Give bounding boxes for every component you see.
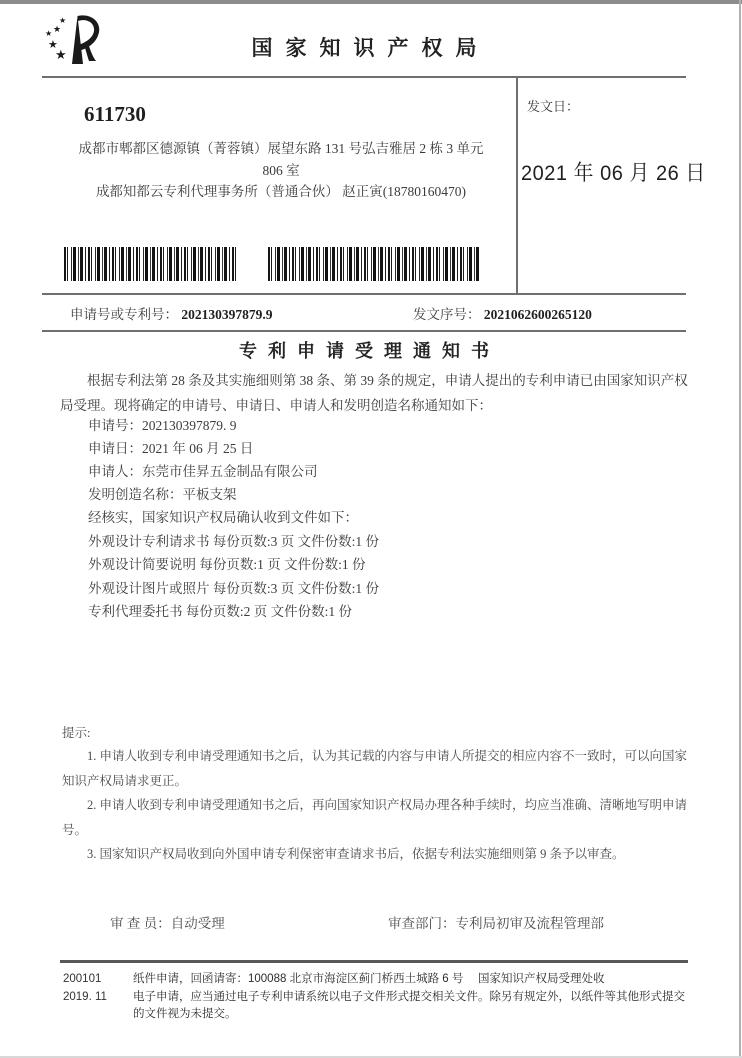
examiner-label: 审 查 员：: [110, 916, 171, 931]
barcode-icon: [64, 247, 236, 281]
tips-section: [62, 722, 694, 867]
dispatch-date-label: 发文日：: [527, 99, 580, 114]
tip-item: 2. 申请人收到专利申请受理通知书之后，再向国家知识产权局办理各种手续时，均应当准确、清晰地写明申请号。: [62, 798, 688, 837]
field-row: [88, 437, 318, 460]
examiner-row: [110, 912, 225, 932]
dispatch-date-value: 2021 年 06 月 26 日: [521, 161, 706, 186]
field-value: 202130397879. 9: [142, 418, 237, 433]
dispatch-box-divider: [516, 76, 518, 295]
recipient-address: [58, 138, 504, 203]
application-number-label: 申请号或专利号：: [70, 307, 178, 322]
footer-notes: [63, 971, 695, 1024]
received-intro: 经核实，国家知识产权局确认收到文件如下：: [88, 510, 358, 525]
application-number-row: [70, 303, 273, 323]
agent-line: 成都知都云专利代理事务所（普通合伙） 赵正寅(18780160470): [95, 184, 467, 199]
field-value: 平板支架: [182, 487, 237, 502]
scan-edge-top: [0, 0, 742, 4]
serial-number-value: 2021062600265120: [483, 307, 592, 322]
tip-item: 1. 申请人收到专利申请受理通知书之后，认为其记载的内容与申请人所提交的相应内容不一致时，可以向国家知识产权局请求更正。: [62, 749, 688, 788]
application-fields: [88, 414, 318, 506]
footer-note-text: 纸件申请，回函请寄：100088 北京市海淀区蓟门桥西土城路 6 号 国家知识产权局受理处收: [133, 973, 605, 985]
footer-rule: [60, 960, 688, 963]
meta-rule-top: [42, 293, 686, 295]
scan-edge-right: [739, 0, 741, 1058]
meta-rule-bottom: [42, 330, 686, 332]
notice-intro: 根据专利法第 28 条及其实施细则第 38 条、第 39 条的规定，申请人提出的专利申请已由国家知识产权局受理。现将确定的申请号、申请日、申请人和发明创造名称通知如下：: [60, 373, 688, 413]
field-row: [88, 483, 318, 506]
received-documents: [88, 506, 379, 624]
tip-item: 3. 国家知识产权局收到向外国申请专利保密审查请求书后，依据专利法实施细则第 9 条予以审查。: [87, 847, 625, 861]
header-rule: [42, 76, 686, 78]
serial-number-label: 发文序号：: [413, 307, 481, 322]
field-label: 申请人：: [88, 464, 142, 479]
star-icon: ★: [59, 16, 67, 25]
department-value: 专利局初审及流程管理部: [455, 916, 604, 931]
field-label: 申请号：: [88, 418, 142, 433]
received-document-row: 外观设计专利请求书 每份页数:3 页 文件份数:1 份: [88, 533, 380, 549]
star-icon: ★: [48, 38, 58, 51]
serial-number-row: [413, 303, 592, 323]
footer-form-code: 2019. 11: [63, 990, 107, 1003]
field-label: 申请日：: [88, 441, 142, 456]
footer-note-text: 电子申请，应当通过电子专利申请系统以电子文件形式提交相关文件。除另有规定外，以纸件等其他形式提交的文件视为未提交。: [133, 990, 685, 1020]
field-row: [88, 460, 318, 483]
barcode-icon: [268, 247, 480, 281]
application-number-value: 202130397879.9: [181, 307, 273, 322]
department-row: [388, 912, 604, 932]
star-icon: ★: [45, 29, 53, 38]
examiner-value: 自动受理: [170, 916, 225, 931]
field-label: 发明创造名称：: [88, 487, 183, 502]
star-icon: ★: [55, 48, 67, 63]
received-document-row: 专利代理委托书 每份页数:2 页 文件份数:1 份: [88, 604, 353, 619]
field-value: 东莞市佳昇五金制品有限公司: [142, 464, 318, 479]
field-value: 2021 年 06 月 25 日: [142, 441, 254, 456]
agency-title: 国家知识产权局: [251, 36, 490, 60]
footer-form-code: 200101: [63, 973, 102, 985]
tips-heading: 提示:: [62, 726, 91, 740]
postal-code: 611730: [84, 102, 146, 126]
star-icon: ★: [53, 25, 62, 35]
notice-title: 专利申请受理通知书: [239, 341, 500, 361]
received-document-row: 外观设计简要说明 每份页数:1 页 文件份数:1 份: [88, 557, 366, 572]
address-line-1: 成都市郫都区德源镇（菁蓉镇）展望东路 131 号弘吉雅居 2 栋 3 单元: [78, 141, 484, 156]
received-document-row: 外观设计图片或照片 每份页数:3 页 文件份数:1 份: [88, 580, 380, 596]
address-line-2: 806 室: [262, 162, 300, 178]
field-row: [88, 414, 318, 437]
department-label: 审查部门：: [388, 916, 456, 931]
